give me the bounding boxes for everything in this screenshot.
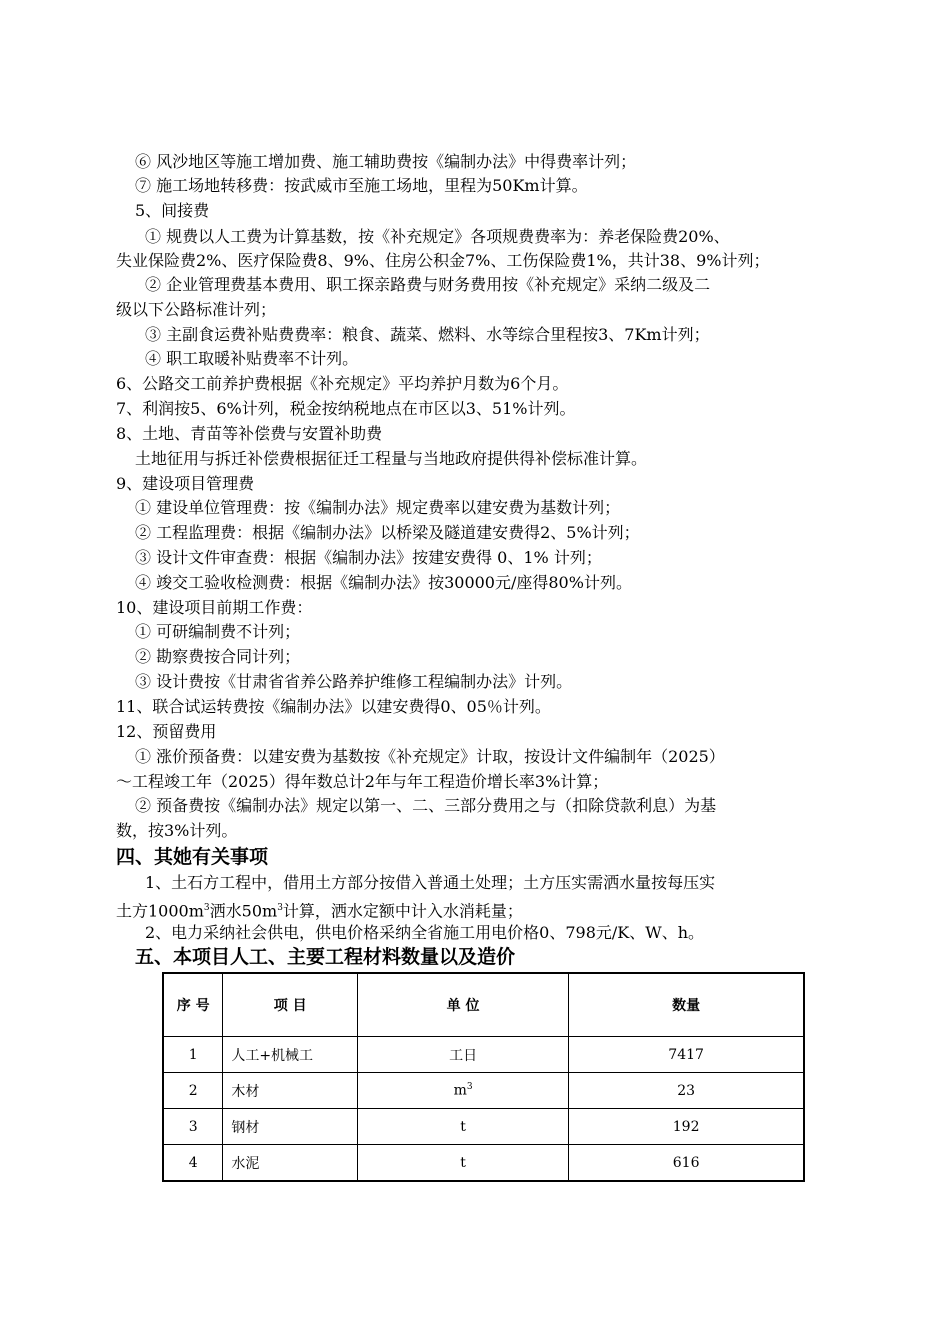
- text-line: ④ 竣交工验收检测费：根据《编制办法》按30000元/座得80%计列。: [135, 573, 632, 592]
- table-cell: t: [357, 1109, 568, 1145]
- table-row: [163, 1037, 804, 1073]
- text-line: ③ 设计费按《甘肃省省养公路养护维修工程编制办法》计列。: [135, 672, 573, 691]
- text-line: ④ 职工取暖补贴费率不计列。: [145, 349, 359, 368]
- superscript: 3: [277, 903, 283, 913]
- text-line: 10、建设项目前期工作费：: [116, 598, 313, 617]
- text-line: 11、联合试运转费按《编制办法》以建安费得0、05％计列。: [116, 697, 551, 716]
- text-line: 失业保险费2%、医疗保险费8、9%、住房公积金7%、工伤保险费1%，共计38、9%计列；: [116, 251, 770, 270]
- header-cell: 数量: [569, 973, 804, 1037]
- text-line: ～工程竣工年（2025）得年数总计2年与年工程造价增长率3%计算；: [116, 772, 609, 791]
- table-cell: 3: [163, 1109, 223, 1145]
- text-line: 1、土石方工程中，借用土方部分按借入普通土处理；土方压实需洒水量按每压实: [145, 873, 716, 892]
- table-row: [163, 1145, 804, 1182]
- text-line: 8、土地、青苗等补偿费与安置补助费: [116, 424, 383, 443]
- text-line: ③ 设计文件审查费：根据《编制办法》按建安费得 0、1% 计列；: [135, 548, 602, 567]
- text-fragment: 土方1000m: [116, 901, 204, 921]
- table-cell: 23: [569, 1073, 804, 1109]
- section-heading: 四、其她有关事项: [116, 846, 269, 868]
- table-cell: 7417: [569, 1037, 804, 1073]
- text-line: ① 建设单位管理费：按《编制办法》规定费率以建安费为基数计列；: [135, 498, 621, 517]
- table-cell: 2: [163, 1073, 223, 1109]
- table-cell: 1: [163, 1037, 223, 1073]
- text-line: ⑦ 施工场地转移费：按武威市至施工场地，里程为50Km计算。: [135, 176, 588, 195]
- table-row: [163, 1109, 804, 1145]
- text-line: 数，按3%计列。: [116, 821, 238, 840]
- header-cell: 单 位: [357, 973, 568, 1037]
- table-cell: 4: [163, 1145, 223, 1182]
- text-line: 12、预留费用: [116, 722, 217, 741]
- text-line: 级以下公路标准计列；: [116, 300, 277, 319]
- table-cell: 616: [569, 1145, 804, 1182]
- table-row: [163, 1073, 804, 1109]
- text-line: ② 企业管理费基本费用、职工探亲路费与财务费用按《补充规定》采纳二级及二: [145, 275, 711, 294]
- table-cell: t: [357, 1145, 568, 1182]
- unit-text: m: [453, 1082, 467, 1099]
- text-line: ⑥ 风沙地区等施工增加费、施工辅助费按《编制办法》中得费率计列；: [135, 152, 637, 171]
- text-line: 5、间接费: [135, 201, 210, 220]
- text-line: 土地征用与拆迁补偿费根据征迁工程量与当地政府提供得补偿标准计算。: [135, 449, 648, 468]
- superscript: 3: [203, 903, 210, 913]
- text-line: ① 可研编制费不计列；: [135, 622, 301, 641]
- text-line: [116, 897, 523, 922]
- table-cell: 水泥: [223, 1145, 358, 1182]
- table-cell: 192: [569, 1109, 804, 1145]
- text-line: ② 工程监理费：根据《编制办法》以桥梁及隧道建安费得2、5%计列；: [135, 523, 640, 542]
- text-line: ② 预备费按《编制办法》规定以第一、二、三部分费用之与（扣除贷款利息）为基: [135, 796, 717, 815]
- table-header-row: [163, 973, 804, 1037]
- text-line: ② 勘察费按合同计列；: [135, 647, 301, 666]
- superscript: 3: [466, 1082, 473, 1093]
- text-line: ① 涨价预备费：以建安费为基数按《补充规定》计取，按设计文件编制年（2025）: [135, 747, 725, 766]
- text-line: ③ 主副食运费补贴费费率：粮食、蔬菜、燃料、水等综合里程按3、7Km计列；: [145, 325, 710, 344]
- text-line: 6、公路交工前养护费根据《补充规定》平均养护月数为6个月。: [116, 374, 569, 393]
- text-line: ① 规费以人工费为计算基数，按《补充规定》各项规费费率为：养老保险费20%、: [145, 227, 730, 246]
- text-line: 9、建设项目管理费: [116, 474, 255, 493]
- header-cell: 序 号: [163, 973, 223, 1037]
- table-cell: 木材: [223, 1073, 358, 1109]
- text-line: 7、利润按5、6%计列，税金按纳税地点在市区以3、51%计列。: [116, 399, 576, 418]
- header-cell: 项 目: [223, 973, 358, 1037]
- text-line: 2、电力采纳社会供电，供电价格采纳全省施工用电价格0、798元/K、W、h。: [145, 923, 704, 942]
- table-cell: 工日: [357, 1037, 568, 1073]
- table-cell: [357, 1073, 568, 1109]
- table-cell: 人工+机械工: [223, 1037, 358, 1073]
- text-fragment: 计算，洒水定额中计入水消耗量；: [282, 901, 523, 921]
- materials-table: [162, 972, 805, 1182]
- text-fragment: 洒水50m: [209, 901, 278, 921]
- table-cell: 钢材: [223, 1109, 358, 1145]
- section-heading: 五、本项目人工、主要工程材料数量以及造价: [135, 946, 516, 968]
